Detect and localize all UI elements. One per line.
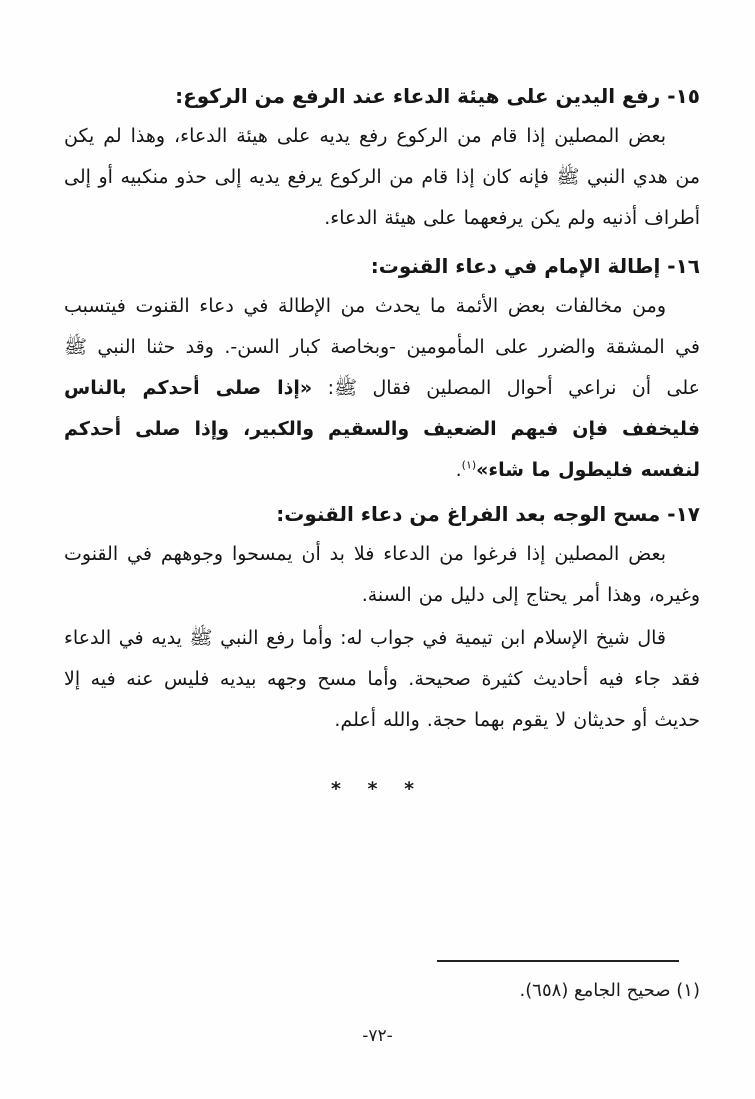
hadith-quote: «إذا صلى أحدكم بالناس فليخفف فإن فيهم الضعيف والسقيم والكبير، وإذا صلى أحدكم لنفسه فليطول ما شاء» xyxy=(64,377,700,481)
section-15-paragraph: بعض المصلين إذا قام من الركوع رفع يديه على هيئة الدعاء، وهذا لم يكن من هدي النبي ﷺ فإنه كان إذا قام من الركوع يرفع يديه إلى حذو منكبيه أو إلى أطراف أذنيه ولم يكن يرفعهما على هيئة الدعاء. xyxy=(64,125,700,229)
footnote-text: (١) صحيح الجامع (٦٥٨). xyxy=(519,980,700,1001)
footnote-divider-line xyxy=(437,960,679,962)
section-16-tail-text: . xyxy=(455,459,462,481)
section-16-lead-text: ومن مخالفات بعض الأئمة ما يحدث من الإطالة في دعاء القنوت فيتسبب في المشقة والضرر على المأمومين -وبخاصة كبار السن-. وقد حثنا النبي ﷺ على أن نراعي أحوال المصلين فقال ﷺ: xyxy=(64,295,701,399)
section-17-heading: ١٧- مسح الوجه بعد الفراغ من دعاء القنوت: xyxy=(276,502,700,526)
footnote-reference-marker: (١) xyxy=(461,458,477,472)
section-16-paragraph xyxy=(64,286,700,491)
section-17-paragraph-2: قال شيخ الإسلام ابن تيمية في جواب له: وأما رفع النبي ﷺ يديه في الدعاء فقد جاء فيه أحاديث كثيرة صحيحة. وأما مسح وجهه بيديه فليس عنه فيه إلا حديث أو حديثان لا يقوم بهما حجة. والله أعلم. xyxy=(64,627,700,731)
section-16-heading: ١٦- إطالة الإمام في دعاء القنوت: xyxy=(370,254,700,278)
section-15-heading: ١٥- رفع اليدين على هيئة الدعاء عند الرفع من الركوع: xyxy=(175,84,700,108)
page-number: -٧٢- xyxy=(362,1026,393,1046)
section-separator-stars: * * * xyxy=(330,778,425,800)
section-17-paragraph-1: بعض المصلين إذا فرغوا من الدعاء فلا بد أن يمسحوا وجوههم في القنوت وغيره، وهذا أمر يحتاج إلى دليل من السنة. xyxy=(64,543,700,606)
